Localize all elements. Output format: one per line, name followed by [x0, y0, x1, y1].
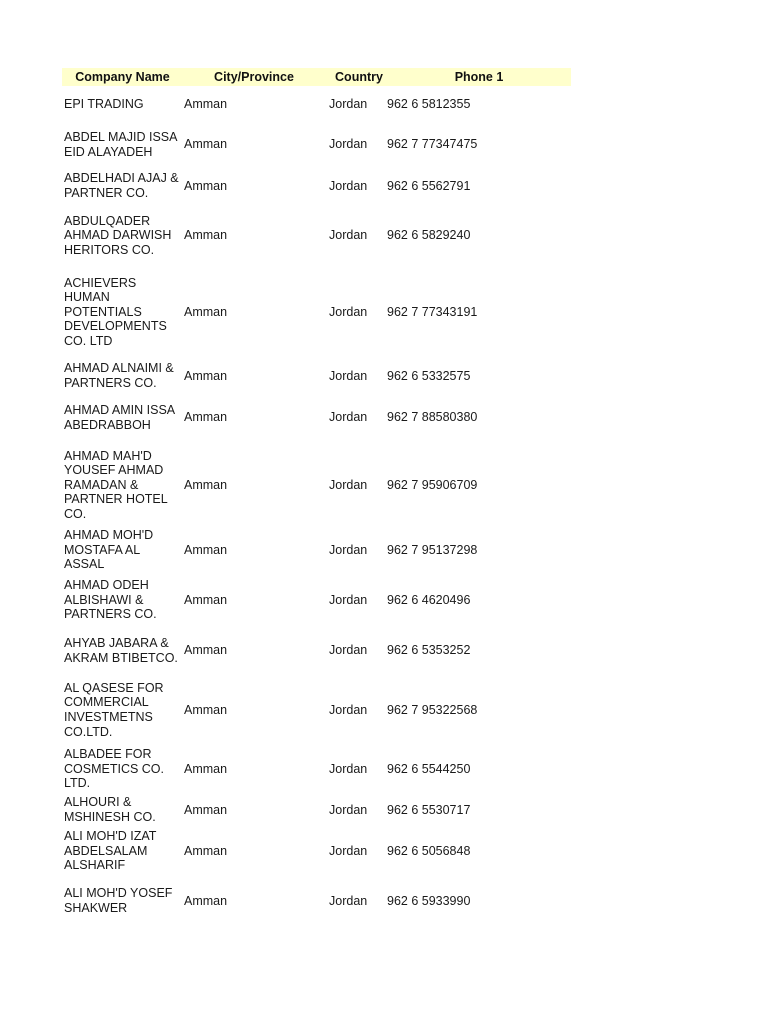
company-name: ALBADEE FOR COSMETICS CO. LTD.	[64, 747, 165, 791]
country: Jordan	[329, 802, 368, 817]
phone: 962 7 77347475	[387, 137, 478, 152]
phone: 962 7 88580380	[387, 410, 478, 425]
country: Jordan	[329, 178, 368, 193]
country: Jordan	[329, 137, 368, 152]
city: Amman	[184, 802, 228, 817]
city: Amman	[184, 843, 228, 858]
country: Jordan	[329, 228, 368, 243]
company-name: AHMAD AMIN ISSA ABEDRABBOH	[64, 402, 176, 432]
country: Jordan	[329, 542, 368, 557]
company-name: ALI MOH'D IZAT ABDELSALAM ALSHARIF	[64, 829, 157, 873]
phone: 962 7 95906709	[387, 477, 478, 492]
phone: 962 6 5530717	[387, 802, 471, 817]
country: Jordan	[329, 368, 368, 383]
table-header	[62, 68, 571, 86]
company-name: AHMAD ODEH ALBISHAWI & PARTNERS CO.	[64, 578, 157, 622]
company-name: ALI MOH'D YOSEF SHAKWER	[64, 886, 173, 915]
country: Jordan	[329, 843, 368, 858]
table-row	[62, 673, 571, 747]
phone: 962 6 5933990	[387, 893, 471, 908]
phone: 962 7 95137298	[387, 542, 478, 557]
country: Jordan	[329, 702, 368, 717]
company-name: AHMAD MAH'D YOUSEF AHMAD RAMADAN & PARTNER HOTEL CO.	[64, 448, 168, 521]
phone: 962 6 5353252	[387, 643, 471, 658]
company-name: ACHIEVERS HUMAN POTENTIALS DEVELOPMENTS CO. LTD	[64, 275, 167, 348]
company-table	[62, 68, 571, 923]
table-row	[62, 396, 571, 439]
city: Amman	[184, 97, 228, 112]
company-name: ALHOURI & MSHINESH CO.	[64, 795, 156, 824]
phone: 962 6 5562791	[387, 178, 471, 193]
country: Jordan	[329, 643, 368, 658]
country: Jordan	[329, 477, 368, 492]
header-company-name: Company Name	[75, 70, 170, 84]
company-name: EPI TRADING	[64, 97, 144, 112]
city: Amman	[184, 178, 228, 193]
table-row	[62, 166, 571, 206]
company-name: AHMAD ALNAIMI & PARTNERS CO.	[64, 361, 174, 390]
table-row	[62, 747, 571, 791]
phone: 962 6 5544250	[387, 761, 471, 776]
phone: 962 7 95322568	[387, 702, 478, 717]
table-row	[62, 356, 571, 396]
phone: 962 6 5056848	[387, 843, 471, 858]
phone: 962 6 5812355	[387, 97, 471, 112]
table-row	[62, 528, 571, 572]
city: Amman	[184, 893, 228, 908]
city: Amman	[184, 228, 228, 243]
city: Amman	[184, 542, 228, 557]
table-row	[62, 268, 571, 356]
table-row	[62, 442, 571, 528]
table-row	[62, 206, 571, 265]
phone: 962 6 4620496	[387, 592, 471, 607]
table-row	[62, 572, 571, 628]
country: Jordan	[329, 410, 368, 425]
table-row	[62, 791, 571, 829]
company-name: ABDELHADI AJAJ & PARTNER CO.	[64, 171, 179, 200]
company-name: AL QASESE FOR COMMERCIAL INVESTMETNS CO.LTD.	[64, 680, 164, 739]
city: Amman	[184, 702, 228, 717]
table-row	[62, 630, 571, 671]
city: Amman	[184, 477, 228, 492]
city: Amman	[184, 410, 228, 425]
city: Amman	[184, 368, 228, 383]
country: Jordan	[329, 592, 368, 607]
country: Jordan	[329, 761, 368, 776]
city: Amman	[184, 643, 228, 658]
table-row	[62, 93, 571, 116]
city: Amman	[184, 304, 228, 319]
table-row	[62, 123, 571, 166]
header-country: Country	[335, 70, 383, 84]
header-city-province: City/Province	[214, 70, 294, 84]
phone: 962 7 77343191	[387, 304, 478, 319]
city: Amman	[184, 592, 228, 607]
city: Amman	[184, 137, 228, 152]
table-row	[62, 829, 571, 873]
phone: 962 6 5829240	[387, 228, 471, 243]
phone: 962 6 5332575	[387, 368, 471, 383]
country: Jordan	[329, 97, 368, 112]
header-phone: Phone 1	[454, 70, 504, 84]
country: Jordan	[329, 304, 368, 319]
company-name: AHYAB JABARA & AKRAM BTIBETCO.	[64, 635, 178, 665]
country: Jordan	[329, 893, 368, 908]
company-name: ABDULQADER AHMAD DARWISH HERITORS CO.	[64, 213, 172, 257]
company-name: AHMAD MOH'D MOSTAFA AL ASSAL	[64, 528, 154, 572]
table-row	[62, 879, 571, 923]
city: Amman	[184, 761, 228, 776]
company-name: ABDEL MAJID ISSA EID ALAYADEH	[64, 129, 178, 159]
